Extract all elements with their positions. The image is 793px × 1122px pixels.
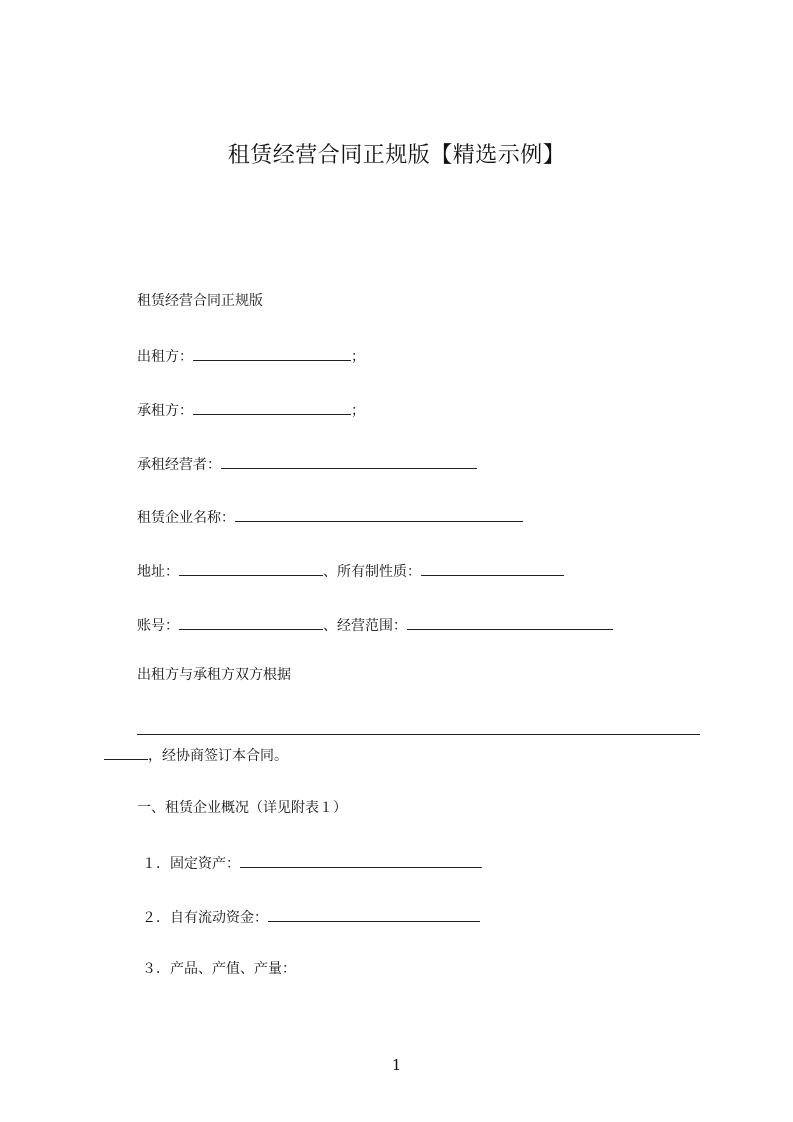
item-fixed-assets-label: １．固定资产： (142, 856, 240, 872)
working-capital-blank[interactable] (268, 906, 480, 922)
lessor-blank[interactable] (193, 345, 351, 361)
lessee-line (137, 399, 365, 421)
ownership-blank[interactable] (421, 560, 564, 576)
basis-text: 出租方与承租方双方根据 (137, 667, 291, 683)
ownership-label: 、所有制性质： (323, 564, 421, 580)
company-name-line (137, 506, 523, 528)
lessee-blank[interactable] (193, 399, 351, 415)
scope-blank[interactable] (407, 614, 613, 630)
company-name-blank[interactable] (235, 506, 523, 522)
basis-blank-line[interactable] (137, 734, 700, 735)
operator-blank[interactable] (221, 453, 477, 469)
basis-continuation-line (104, 744, 288, 766)
page-number: 1 (391, 1056, 402, 1074)
basis-continuation: ，经协商签订本合同。 (148, 748, 288, 764)
lessor-line (137, 345, 365, 367)
company-name-label: 租赁企业名称： (137, 510, 235, 526)
lessor-suffix: ； (351, 349, 365, 365)
contract-subtitle: 租赁经营合同正规版 (137, 293, 263, 309)
address-label: 地址： (137, 564, 179, 580)
account-blank[interactable] (179, 614, 323, 630)
item-working-capital (142, 906, 480, 928)
fixed-assets-blank[interactable] (240, 852, 482, 868)
section-1-heading: 一、租赁企业概况（详见附表１） (137, 800, 347, 816)
address-line (137, 560, 564, 582)
basis-blank-tail[interactable] (104, 744, 148, 760)
item-working-capital-label: ２．自有流动资金： (142, 910, 268, 926)
document-title: 租赁经营合同正规版【精选示例】 (227, 143, 566, 168)
operator-line (137, 453, 477, 475)
scope-label: 、经营范围： (323, 618, 407, 634)
address-blank[interactable] (179, 560, 323, 576)
lessor-label: 出租方： (137, 349, 193, 365)
account-line (137, 614, 613, 636)
lessee-label: 承租方： (137, 403, 193, 419)
operator-label: 承租经营者： (137, 457, 221, 473)
item-products: ３．产品、产值、产量： (142, 961, 296, 977)
item-fixed-assets (142, 852, 482, 874)
lessee-suffix: ； (351, 403, 365, 419)
account-label: 账号： (137, 618, 179, 634)
